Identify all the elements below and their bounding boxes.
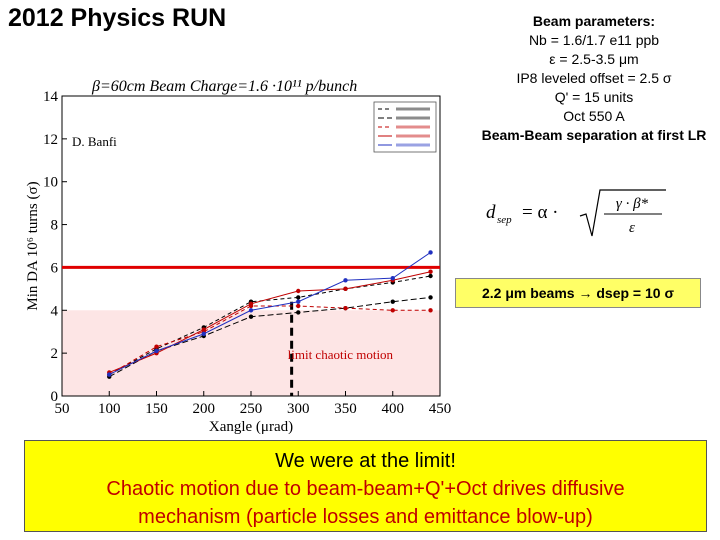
beam-info-box: 2.2 μm beams → dsep = 10 σ <box>455 278 701 308</box>
legend-entry <box>396 144 430 147</box>
series-point <box>202 332 206 336</box>
legend-entry <box>396 108 430 111</box>
series-point <box>296 310 300 314</box>
series-point <box>154 349 158 353</box>
x-axis-label: Xangle (μrad) <box>208 419 294 435</box>
y-tick-label: 6 <box>50 260 58 277</box>
beam-parameters-heading: Beam parameters: <box>532 13 656 29</box>
conclusion-line-3: mechanism (particle losses and emittance blow-up) <box>138 506 593 528</box>
beam-parameters-box <box>470 12 718 145</box>
legend-entry <box>396 117 430 120</box>
x-tick-label: 100 <box>98 401 121 417</box>
beam-param-line: Oct 550 A <box>563 108 625 124</box>
y-tick-label: 8 <box>50 217 58 234</box>
x-tick-label: 300 <box>287 401 310 417</box>
series-point <box>249 315 253 319</box>
series-point <box>428 274 432 278</box>
dsep-formula <box>482 186 670 242</box>
series-point <box>107 372 111 376</box>
series-point <box>296 295 300 299</box>
x-tick-label: 400 <box>381 401 404 417</box>
formula-numerator: γ · β* <box>615 196 649 212</box>
series-point <box>391 300 395 304</box>
y-axis-label: Min DA 10⁶ turns (σ) <box>25 181 41 311</box>
series-point <box>154 345 158 349</box>
series-point <box>343 278 347 282</box>
conclusion-box <box>24 440 707 532</box>
legend-entry <box>396 126 430 129</box>
series-point <box>428 270 432 274</box>
series-point <box>249 308 253 312</box>
y-tick-label: 0 <box>50 389 58 405</box>
y-tick-label: 10 <box>43 174 58 191</box>
x-tick-label: 450 <box>428 401 452 417</box>
beam-param-line: Beam-Beam separation at first LR <box>481 127 707 143</box>
series-point <box>428 308 432 312</box>
series-point <box>391 276 395 280</box>
author-label: D. Banfi <box>72 134 117 149</box>
legend-entry <box>396 135 430 138</box>
beam-param-line: IP8 leveled offset = 2.5 σ <box>516 70 672 86</box>
da-chart <box>0 60 470 500</box>
series-point <box>343 287 347 291</box>
series-point <box>428 250 432 254</box>
series-point <box>428 295 432 299</box>
chart-title: β=60cm Beam Charge=1.6 ·10¹¹ p/bunch <box>92 78 358 95</box>
series-point <box>249 302 253 306</box>
slide-title: 2012 Physics RUN <box>8 4 227 32</box>
y-tick-label: 12 <box>43 131 58 148</box>
series-point <box>296 304 300 308</box>
y-tick-label: 14 <box>43 89 58 105</box>
series-point <box>343 306 347 310</box>
series-point <box>202 327 206 331</box>
series-point <box>296 289 300 293</box>
beam-param-line: Q' = 15 units <box>554 89 634 105</box>
series-point <box>391 308 395 312</box>
x-tick-label: 150 <box>145 401 168 417</box>
formula-eq: = α · <box>522 202 559 223</box>
beam-param-line: ε = 2.5-3.5 μm <box>549 51 639 67</box>
y-tick-label: 2 <box>50 346 58 363</box>
x-tick-label: 350 <box>334 401 357 417</box>
conclusion-line-2: Chaotic motion due to beam-beam+Q'+Oct drives diffusive <box>106 478 625 500</box>
series-point <box>296 300 300 304</box>
conclusion-line-1: We were at the limit! <box>275 450 456 472</box>
y-tick-label: 4 <box>50 303 58 320</box>
x-tick-label: 50 <box>54 401 70 417</box>
beam-param-line: Nb = 1.6/1.7 e11 ppb <box>528 32 660 48</box>
x-tick-label: 200 <box>192 401 215 417</box>
formula-denominator: ε <box>629 220 635 236</box>
x-tick-label: 250 <box>239 401 263 417</box>
formula-sub: sep <box>497 214 512 226</box>
chart-annotation: limit chaotic motion <box>287 347 394 363</box>
formula-lhs: d <box>486 202 496 223</box>
